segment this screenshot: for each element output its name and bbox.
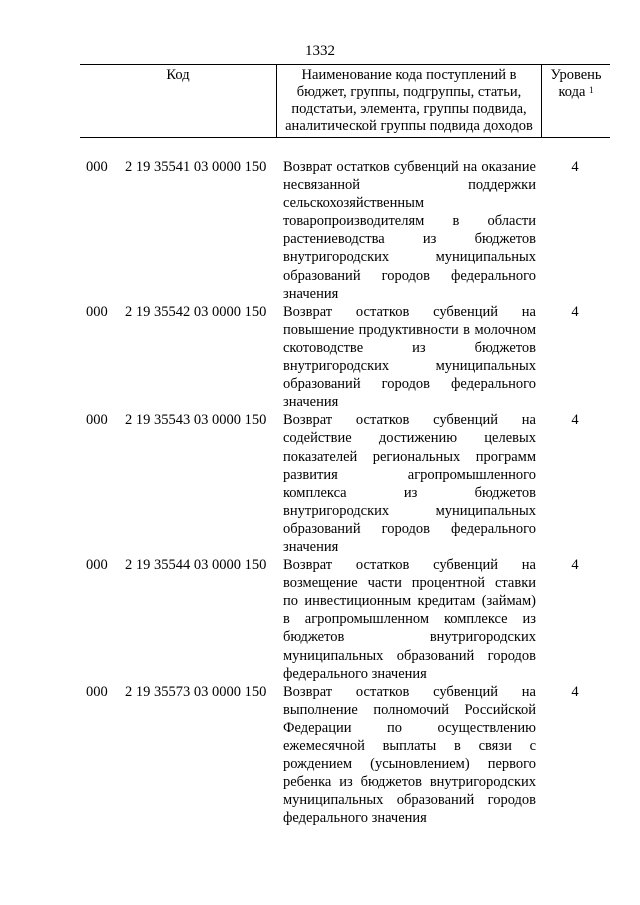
row-prefix: 000	[86, 412, 108, 429]
row-prefix: 000	[86, 557, 108, 574]
header-level	[542, 67, 610, 101]
row-name-line: развития агропромышленного	[283, 466, 536, 483]
row-prefix: 000	[86, 303, 108, 320]
row-name-line: муниципальных образований городов	[283, 792, 536, 809]
table-body	[80, 158, 610, 827]
row-name-line: Возврат остатков субвенций на	[283, 303, 536, 320]
row-name-line: комплекса из бюджетов	[283, 484, 536, 501]
row-code: 2 19 35573 03 0000 150	[125, 683, 267, 700]
row-name-line: муниципальных образований городов	[283, 647, 536, 664]
row-name	[283, 411, 536, 556]
row-name-line: Возврат остатков субвенций на оказание	[283, 159, 536, 175]
row-name-line: бюджетов внутригородских	[283, 629, 536, 646]
row-level: 4	[571, 412, 579, 429]
row-name-line: Возврат остатков субвенций на	[283, 412, 536, 429]
row-name-line: ежемесячной выплаты в связи с	[283, 738, 536, 754]
row-name-line: выполнение полномочий Российской	[283, 701, 536, 718]
table-row	[80, 556, 610, 683]
row-prefix: 000	[86, 683, 108, 700]
row-code: 2 19 35542 03 0000 150	[125, 303, 267, 320]
table-row	[80, 683, 610, 828]
header-level-line2	[542, 84, 610, 101]
header-name	[276, 65, 542, 137]
row-level: 4	[571, 683, 579, 700]
row-name-line: Возврат остатков субвенций на	[283, 557, 536, 574]
row-name-line: федерального значения	[283, 810, 427, 827]
row-level: 4	[571, 303, 579, 320]
header-name-line: бюджет, группы, подгруппы, статьи,	[296, 84, 522, 100]
header-level-line1: Уровень	[550, 67, 602, 83]
row-level: 4	[571, 557, 579, 574]
row-name-line: растениеводства из бюджетов	[283, 231, 536, 248]
header-name-line: Наименование кода поступлений в	[301, 67, 517, 83]
row-name-line: внутригородских муниципальных	[283, 358, 536, 375]
row-name-line: скотоводстве из бюджетов	[283, 339, 536, 356]
row-name-line: Федерации по осуществлению	[283, 719, 536, 736]
row-name-line: внутригородских муниципальных	[283, 502, 536, 519]
row-level: 4	[571, 159, 579, 175]
row-name-line: повышение продуктивности в молочном	[283, 321, 536, 338]
row-name-line: значения	[283, 285, 339, 302]
table-row	[80, 158, 610, 303]
row-code: 2 19 35543 03 0000 150	[125, 412, 267, 429]
row-name-line: значения	[283, 394, 339, 411]
row-prefix: 000	[86, 159, 108, 175]
row-name-line: внутригородских муниципальных	[283, 249, 536, 266]
header-code: Код	[166, 67, 190, 83]
row-name-line: рождением (усыновлением) первого	[283, 756, 536, 773]
row-name	[283, 158, 536, 303]
table-row	[80, 411, 610, 556]
footnote-marker: 1	[589, 85, 594, 95]
row-name-line: ребенка из бюджетов внутригородских	[283, 774, 536, 791]
row-name	[283, 556, 536, 683]
table-header	[80, 64, 610, 138]
row-name-line: товаропроизводителям в области	[283, 213, 536, 230]
row-name-line: по инвестиционным кредитам (займам)	[283, 593, 536, 610]
row-code: 2 19 35544 03 0000 150	[125, 557, 267, 574]
row-name-line: в агропромышленном комплексе из	[283, 611, 536, 628]
row-name-line: образований городов федерального	[283, 376, 536, 393]
row-name-line: Возврат остатков субвенций на	[283, 683, 536, 700]
row-name-line: показателей региональных программ	[283, 448, 536, 465]
row-name-line: несвязанной поддержки	[283, 177, 536, 194]
row-name-line: образований городов федерального	[283, 520, 536, 537]
row-name-line: федерального значения	[283, 665, 427, 682]
row-name-line: значения	[283, 538, 339, 555]
row-name-line: образований городов федерального	[283, 267, 536, 284]
row-name	[283, 683, 536, 828]
page-number: 1332	[305, 43, 335, 59]
header-name-line: подстатьи, элемента, группы подвида,	[291, 101, 527, 117]
row-name-line: сельскохозяйственным	[283, 195, 425, 212]
header-level-text: кода	[558, 84, 586, 100]
row-code: 2 19 35541 03 0000 150	[125, 159, 267, 175]
row-name	[283, 303, 536, 412]
table-row	[80, 303, 610, 412]
row-name-line: возмещение части процентной ставки	[283, 575, 536, 592]
row-name-line: содействие достижению целевых	[283, 430, 536, 447]
header-name-line: аналитической группы подвида доходов	[285, 118, 533, 134]
